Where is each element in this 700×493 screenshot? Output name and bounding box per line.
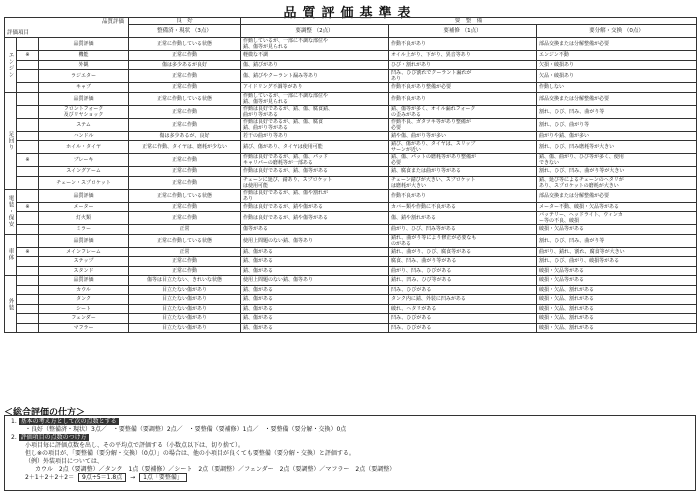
cell-adjust: 傷、錆びやクーラント漏み等あり	[241, 70, 389, 83]
critical-mark	[17, 234, 39, 247]
cell-good: 正常に作動している状態	[129, 189, 241, 202]
cell-adjust: 作動しているが、一部に不調な部位や 錆、傷等が見られる	[241, 38, 389, 51]
item-name: 灯火類	[39, 212, 129, 225]
cell-adjust: 傷等がある	[241, 225, 389, 235]
cell-replace: 部品交換または分解整備が必要	[537, 189, 697, 202]
cell-good: 目立たない傷があり	[129, 295, 241, 305]
cell-repair: 錆れ、凹み、ひび等がある	[389, 276, 537, 286]
calc-mid: 9点÷5＝1.8点	[78, 473, 126, 482]
cell-good: 正常に作動	[129, 266, 241, 276]
cell-adjust: チェーンに延び、錆あり、スプロケット は使用可能	[241, 176, 389, 189]
table-row	[5, 266, 697, 276]
cell-replace: 割れ、ひび、曲がり等	[537, 118, 697, 131]
cell-adjust: 作動は良好であるが、錆や傷等がある	[241, 212, 389, 225]
cell-good: 正常に作動	[129, 176, 241, 189]
calc-result: 1点「要整備」	[139, 473, 187, 482]
cell-adjust: 使用上問題のない錆、傷等あり	[241, 276, 389, 286]
critical-mark	[17, 92, 39, 105]
item-name: 機能	[39, 51, 129, 61]
cell-adjust: 作動しているが、一部に不調な部位や 錆、傷等が見られる	[241, 92, 389, 105]
table-row	[5, 314, 697, 324]
cell-replace: エンジン不動	[537, 51, 697, 61]
calc-left: 2＋1＋2＋2＋2＝	[25, 474, 75, 481]
cell-repair: 凹み、ひび割れでクーラント漏れが あり	[389, 70, 537, 83]
item-name: スタンド	[39, 266, 129, 276]
cell-adjust: 錆、傷がある	[241, 285, 389, 295]
cell-repair: 凹み、ひびがある	[389, 285, 537, 295]
critical-mark	[17, 295, 39, 305]
critical-mark	[17, 83, 39, 93]
item-name: チェーン・スプロケット	[39, 176, 129, 189]
cell-adjust: 錆、傷がある	[241, 266, 389, 276]
table-row	[5, 176, 697, 189]
item-name: カウル	[39, 285, 129, 295]
table-row	[5, 304, 697, 314]
cell-good: 傷は多少あるが良好	[129, 60, 241, 70]
cell-replace: 欠損・破損あり	[537, 60, 697, 70]
cell-good: 正常に作動している状態	[129, 92, 241, 105]
cell-good: 正常に作動している状態	[129, 38, 241, 51]
cell-good: 正常に作動	[129, 51, 241, 61]
category-label: 足回り	[5, 92, 17, 189]
cell-repair: 腐食、凹み、曲がり等がある	[389, 257, 537, 267]
item-name: 品質評価	[39, 276, 129, 286]
critical-mark	[17, 167, 39, 177]
category-label: 電装・保安	[5, 189, 17, 234]
table-row	[5, 234, 697, 247]
item-name: 品質評価	[39, 189, 129, 202]
cell-adjust: 錆、傷がある	[241, 304, 389, 314]
critical-mark	[17, 276, 39, 286]
summary-box	[4, 415, 696, 491]
item-name: ラジエター	[39, 70, 129, 83]
cell-adjust: 錆び、傷があり、タイヤは使用可能	[241, 141, 389, 154]
item-name: 外観	[39, 60, 129, 70]
item-name: 品質評価	[39, 234, 129, 247]
cell-repair: オイル上がり、下がり、異音等あり	[389, 51, 537, 61]
evaluation-table	[4, 17, 697, 333]
critical-mark	[17, 60, 39, 70]
col-good-sub: 整備済・現状 （3点）	[129, 25, 241, 38]
cell-replace: 欠品・破損あり	[537, 70, 697, 83]
critical-mark	[17, 118, 39, 131]
table-row	[5, 70, 697, 83]
cell-repair: 凹み、ひびがある	[389, 314, 537, 324]
cell-repair: 錆び、傷があり、タイヤは、スリップ サーンが近い	[389, 141, 537, 154]
col-maint-header: 要 整 備	[241, 18, 697, 25]
table-row	[5, 83, 697, 93]
category-label: 車体	[5, 234, 17, 276]
cell-repair: 錆、傷、パットの磨耗等があり整備が 必要	[389, 154, 537, 167]
cell-adjust: 作動は良好であるが、錆や傷がある	[241, 202, 389, 212]
cell-adjust: アイドリング不調等があり	[241, 83, 389, 93]
table-row	[5, 212, 697, 225]
cell-replace: 破損・欠品、割れがある	[537, 295, 697, 305]
cell-good: 正常	[129, 247, 241, 257]
table-row	[5, 225, 697, 235]
cell-adjust: 錆、傷がある	[241, 247, 389, 257]
cell-repair: 曲がり、凹み、ひびがある	[389, 266, 537, 276]
cell-replace: メーター不動、破損・欠品等がある	[537, 202, 697, 212]
cell-good: 目立たない傷があり	[129, 323, 241, 333]
table-row	[5, 105, 697, 118]
cell-replace: 作動しない	[537, 83, 697, 93]
table-row	[5, 285, 697, 295]
summary-l2-example: （例）外装項目については、	[25, 458, 103, 465]
cell-replace: 曲がり、錆れ、割れ、腐食等が大きい	[537, 247, 697, 257]
cell-adjust: 作動は良好であるが、錆、傷、腐食 錆、曲がり等がある	[241, 118, 389, 131]
cell-good: 傷は多少あるが、良好	[129, 131, 241, 141]
table-row	[5, 295, 697, 305]
cell-replace: 破損・欠品、割れがある	[537, 323, 697, 333]
critical-mark	[17, 314, 39, 324]
critical-mark	[17, 212, 39, 225]
cell-repair: 錆れ、曲がり、ひび、腐食等がある	[389, 247, 537, 257]
cell-replace: 破損・欠品等がある	[537, 225, 697, 235]
table-row	[5, 141, 697, 154]
cell-repair: チェーン錆びが大きい、スプロケット は磨耗が大きい	[389, 176, 537, 189]
critical-mark	[17, 266, 39, 276]
table-row	[5, 189, 697, 202]
cell-adjust: 作動は良好であるが、錆、傷、パッド キャリパーの磨耗等が一部ある	[241, 154, 389, 167]
cell-repair: 作動不良があり整備が必要	[389, 83, 537, 93]
cell-repair: 錆れ、曲がり等により修正が必要なも のがある	[389, 234, 537, 247]
item-name: ミラー	[39, 225, 129, 235]
cell-adjust: 軽微な不調	[241, 51, 389, 61]
cell-repair: 傷、錆や割れがある	[389, 212, 537, 225]
cell-repair: 作動不良があり	[389, 38, 537, 51]
cell-good: 正常に作動	[129, 202, 241, 212]
cell-replace: 割れ、ひび、凹み、曲がり等	[537, 234, 697, 247]
table-row	[5, 167, 697, 177]
cell-good: 目立たない傷があり	[129, 314, 241, 324]
col-good-header: 良 好	[129, 18, 241, 25]
cell-replace: 錆、延び等によるチェーンのヘタリが あり、スプロケットの磨耗が大きい	[537, 176, 697, 189]
critical-mark	[17, 105, 39, 118]
cell-repair: 錆、傷等が多く、オイル漏れフォーク の歪みがある	[389, 105, 537, 118]
item-name: ハンドル	[39, 131, 129, 141]
cell-good: 正常に作動	[129, 118, 241, 131]
cell-adjust: 錆、傷がある	[241, 295, 389, 305]
item-name: フェンダー	[39, 314, 129, 324]
critical-mark	[17, 257, 39, 267]
item-name: キャブ	[39, 83, 129, 93]
table-row	[5, 60, 697, 70]
cell-good: 目立たない傷があり	[129, 304, 241, 314]
cell-good: 目立たない傷があり	[129, 285, 241, 295]
cell-adjust: 傷、錆びがあり	[241, 60, 389, 70]
cell-adjust: 作動は良好であるが、錆、傷や割れが あり	[241, 189, 389, 202]
critical-mark	[17, 225, 39, 235]
header-corner	[5, 18, 129, 38]
cell-adjust: 作動は良好であるが、錆、傷、腐食錆、 曲がり等がある	[241, 105, 389, 118]
table-row	[5, 51, 697, 61]
table-row	[5, 131, 697, 141]
item-name: タンク	[39, 295, 129, 305]
cell-adjust: 若干の曲がり等あり	[241, 131, 389, 141]
cell-repair: 作動不良があり	[389, 92, 537, 105]
cell-repair: 凹み、ひびがある	[389, 323, 537, 333]
critical-mark: ※	[17, 51, 39, 61]
table-row	[5, 154, 697, 167]
summary-heading: ＜総合評価の仕方＞	[4, 408, 86, 418]
cell-good: 正常に作動	[129, 105, 241, 118]
critical-mark	[17, 131, 39, 141]
summary-l1-body: ・良好（整備済・現状）3点／ ・要整備（要調整）2点／ ・要整備（要補修）1点／ ・要整備（要分解・交換）0点	[25, 426, 347, 433]
critical-mark	[17, 285, 39, 295]
category-label: 外装	[5, 276, 17, 333]
cell-good: 正常に作動	[129, 212, 241, 225]
summary-l2-title: 評価項目の点数のつけ方	[20, 434, 87, 441]
cell-good: 正常に作動、タイヤは、磨耗が少ない	[129, 141, 241, 154]
table-row	[5, 38, 697, 51]
cell-replace: 割れ、ひび、凹み磨耗等が大きい	[537, 141, 697, 154]
item-name: ブレーキ	[39, 154, 129, 167]
table-row	[5, 257, 697, 267]
critical-mark: ※	[17, 202, 39, 212]
item-name: ホイル・タイヤ	[39, 141, 129, 154]
col-replace-sub: 要分解・交換 （0点）	[537, 25, 697, 38]
cell-good: 正常に作動	[129, 70, 241, 83]
cell-repair: 錆や傷、曲がり等が多い	[389, 131, 537, 141]
calc-arrow: →	[130, 474, 136, 481]
item-name: マフラー	[39, 323, 129, 333]
cell-replace: 割れ、ひび、凹み、曲がり等が大きい	[537, 167, 697, 177]
cell-adjust: 作動は良好であるが、錆、傷等がある	[241, 167, 389, 177]
cell-replace: 曲がりや錆、傷が多い	[537, 131, 697, 141]
cell-adjust: 錆、傷がある	[241, 257, 389, 267]
critical-mark	[17, 176, 39, 189]
cell-repair: 曲がり、ひび、凹み等がある	[389, 225, 537, 235]
item-name: スイングアーム	[39, 167, 129, 177]
critical-mark	[17, 304, 39, 314]
cell-replace: 錆、傷、曲がり、ひび等が多く、使用 できない	[537, 154, 697, 167]
cell-adjust: 錆、傷がある	[241, 314, 389, 324]
cell-repair: 錆、腐食または曲がり等がある	[389, 167, 537, 177]
cell-replace: 破損・欠品、割れがある	[537, 285, 697, 295]
item-name: メーター	[39, 202, 129, 212]
item-name: フロントフォーク 及びリヤショック	[39, 105, 129, 118]
critical-mark: ※	[17, 247, 39, 257]
page-title: 品質評価基準表	[283, 6, 417, 21]
table-row	[5, 323, 697, 333]
critical-mark	[17, 141, 39, 154]
table-row	[5, 276, 697, 286]
cell-repair: 作動不良、ガタツキ等があり整備が 必要	[389, 118, 537, 131]
table-row	[5, 92, 697, 105]
col-adjust-sub: 要調整 （2点）	[241, 25, 389, 38]
cell-replace: バッテリー、ヘッドライト、ウィンカ ー等の不良、破損	[537, 212, 697, 225]
table-row	[5, 202, 697, 212]
cell-replace: 破損・欠品等がある	[537, 266, 697, 276]
item-name: 品質評価	[39, 38, 129, 51]
cell-good: 正常に作動	[129, 257, 241, 267]
table-row	[5, 247, 697, 257]
item-name: ステム	[39, 118, 129, 131]
corner-bottom-label: 評価項目	[7, 30, 30, 36]
cell-replace: 割れ、ひび、凹み、曲がり等	[537, 105, 697, 118]
summary-l2-num: 2.	[11, 434, 17, 441]
cell-good: 正常に作動	[129, 154, 241, 167]
summary-l2-example-items: カウル 2点（要調整）／タンク 1点（要補修）／シート 2点（要調整）／フェンダー 2点（要調整）／マフラー 2点（要調整）	[35, 466, 396, 473]
cell-repair: 破れ、ヘタリがある	[389, 304, 537, 314]
item-name: 品質評価	[39, 92, 129, 105]
summary-l1-num: 1.	[11, 418, 17, 425]
summary-l1-title: 基本の考え方として次の点数とする	[20, 418, 117, 425]
critical-mark	[17, 70, 39, 83]
cell-replace: 割れ、ひび、曲がり、破損等がある	[537, 257, 697, 267]
item-name: メインフレーム	[39, 247, 129, 257]
cell-good: 傷等は目立たない、きれいな状態	[129, 276, 241, 286]
item-name: ステップ	[39, 257, 129, 267]
cell-good: 正常に作動	[129, 83, 241, 93]
summary-l2-body: 小項目毎に評価点数を出し、その平均点で評価する（小数点以下は、切り捨て）。	[25, 442, 245, 449]
cell-adjust: 使用上問題のない錆、傷等あり	[241, 234, 389, 247]
cell-good: 正常に作動している状態	[129, 234, 241, 247]
cell-repair: ひび・割れがあり	[389, 60, 537, 70]
corner-top-label: 品質評価	[102, 19, 125, 25]
cell-replace: 破損・欠品、割れがある	[537, 304, 697, 314]
critical-mark: ※	[17, 154, 39, 167]
item-name: シート	[39, 304, 129, 314]
cell-repair: タンク内に錆、外装に凹みがある	[389, 295, 537, 305]
cell-repair: カバー類や作動に不良がある	[389, 202, 537, 212]
category-label: エンジン	[5, 38, 17, 93]
cell-good: 正常に作動	[129, 167, 241, 177]
table-row	[5, 118, 697, 131]
cell-replace: 部品交換または分解整備が必要	[537, 92, 697, 105]
cell-replace: 部品交換または分解整備が必要	[537, 38, 697, 51]
critical-mark	[17, 323, 39, 333]
summary-calc	[11, 474, 689, 482]
cell-replace: 破損・欠品等がある	[537, 276, 697, 286]
critical-mark	[17, 38, 39, 51]
cell-good: 正常	[129, 225, 241, 235]
cell-adjust: 錆、傷がある	[241, 323, 389, 333]
summary-l2-note: 但し※の項目が、「要整備（要分解・交換）（0点）」の場合は、他の小項目が良くても要整備（要分解・交換）と評価する。	[25, 450, 355, 457]
cell-repair: 作動不良があり	[389, 189, 537, 202]
col-repair-sub: 要補修 （1点）	[389, 25, 537, 38]
critical-mark	[17, 189, 39, 202]
cell-replace: 破損・欠品、割れがある	[537, 314, 697, 324]
